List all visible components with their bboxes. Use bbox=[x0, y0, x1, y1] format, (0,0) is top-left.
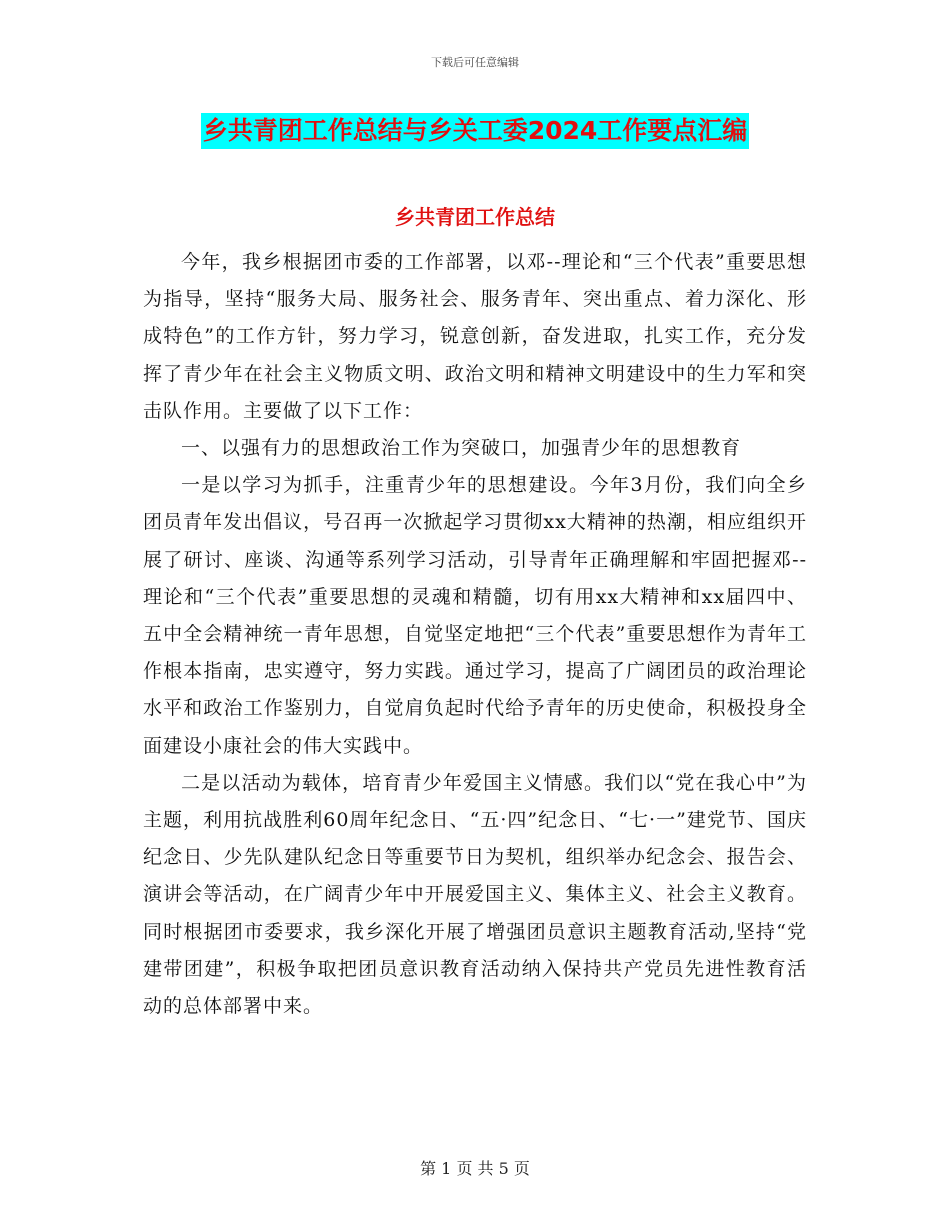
title-wrap bbox=[0, 113, 950, 149]
header-note: 下载后可任意编辑 bbox=[431, 56, 519, 69]
page-number: 第 1 页 共 5 页 bbox=[420, 1159, 530, 1178]
paragraph: 一、以强有力的思想政治工作为突破口，加强青少年的思想教育 bbox=[181, 437, 742, 460]
paragraph: 今年，我乡根据团市委的工作部署，以邓--理论和“三个代表”重要思想为指导，坚持“服务大局、服务社会、服务青年、突出重点、着力深化、形成特色”的工作方针，努力学习，锐意创新，奋发进取，扎实工作，充分发挥了青少年在社会主义物质文明、政治文明和精神文明建设中的生力军和突击队作用。主要做了以下工作： bbox=[143, 251, 807, 422]
document-title: 乡共青团工作总结与乡关工委2024工作要点汇编 bbox=[201, 113, 750, 149]
paragraph: 二是以活动为载体，培育青少年爱国主义情感。我们以“党在我心中”为主题，利用抗战胜利60周年纪念日、“五·四”纪念日、“七·一”建党节、国庆纪念日、少先队建队纪念日等重要节日为契机，组织举办纪念会、报告会、演讲会等活动，在广阔青少年中开展爱国主义、集体主义、社会主义教育。同时根据团市委要求，我乡深化开展了增强团员意识主题教育活动,坚持“党建带团建”，积极争取把团员意识教育活动纳入保持共产党员先进性教育活动的总体部署中来。 bbox=[143, 771, 807, 1018]
paragraph: 一是以学习为抓手，注重青少年的思想建设。今年3月份，我们向全乡团员青年发出倡议，号召再一次掀起学习贯彻xx大精神的热潮，相应组织开展了研讨、座谈、沟通等系列学习活动，引导青年正确理解和牢固把握邓--理论和“三个代表”重要思想的灵魂和精髓，切有用xx大精神和xx届四中、五中全会精神统一青年思想，自觉坚定地把“三个代表”重要思想作为青年工作根本指南，忠实遵守，努力实践。通过学习，提高了广阔团员的政治理论水平和政治工作鉴别力，自觉肩负起时代给予青年的历史使命，积极投身全面建设小康社会的伟大实践中。 bbox=[143, 474, 807, 757]
section-title: 乡共青团工作总结 bbox=[395, 205, 555, 229]
body-text bbox=[143, 244, 807, 1025]
